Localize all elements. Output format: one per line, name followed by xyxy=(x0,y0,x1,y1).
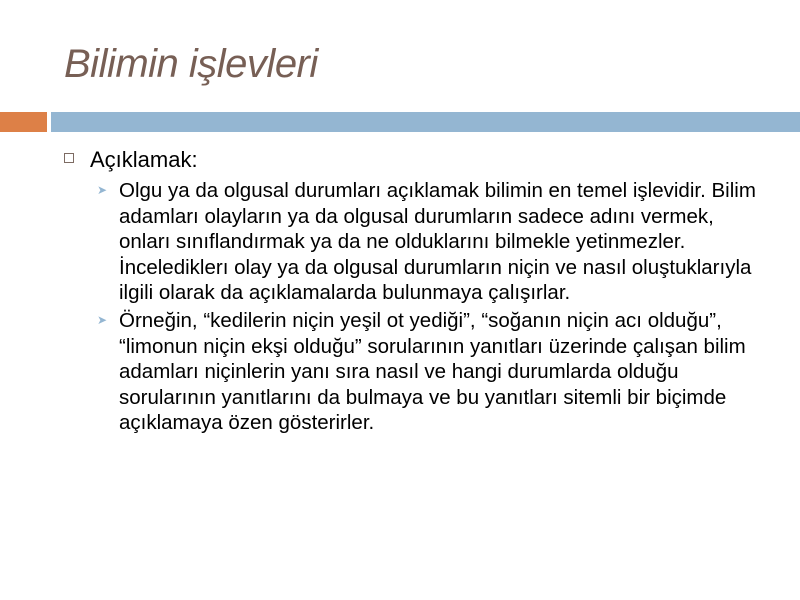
subbullet-item xyxy=(64,308,764,436)
bullet-level1 xyxy=(64,146,764,174)
arrow-bullet-icon: ➤ xyxy=(97,312,108,327)
accent-bar-blue xyxy=(51,112,800,132)
subbullet-list xyxy=(64,178,764,436)
subbullet-text: Olgu ya da olgusal durumları açıklamak bilimin en temel işlevidir. Bilim adamları olayların ya da olgusal durumların sadece adını vermek, onları sınıflandırmak ya da ne olduklarını bilmekle yetinmezler. İncelediklerı olay ya da olgusal durumların niçin ve nasıl oluştuklarıyla ilgili olarak da açıklamalarda bulunmaya çalışırlar. xyxy=(119,179,756,305)
subbullet-text: Örneğin, “kedilerin niçin yeşil ot yediği”, “soğanın niçin acı olduğu”, “limonun niçin ekşi olduğu” sorularının yanıtları üzerinde çalışan bilim adamları niçinlerin yanı sıra nasıl ve hangi durumlarda olduğu sorularının yanıtlarını da bulmaya ve bu yanıtları sitemli bir biçimde açıklamaya özen gösterirler. xyxy=(119,308,746,435)
bullet-level1-text: Açıklamak: xyxy=(90,147,198,172)
slide-title: Bilimin işlevleri xyxy=(64,42,318,86)
subbullet-item xyxy=(64,178,764,306)
slide-content xyxy=(64,146,764,438)
square-bullet-icon xyxy=(64,153,74,163)
accent-bar-orange xyxy=(0,112,47,132)
arrow-bullet-icon: ➤ xyxy=(97,183,108,197)
